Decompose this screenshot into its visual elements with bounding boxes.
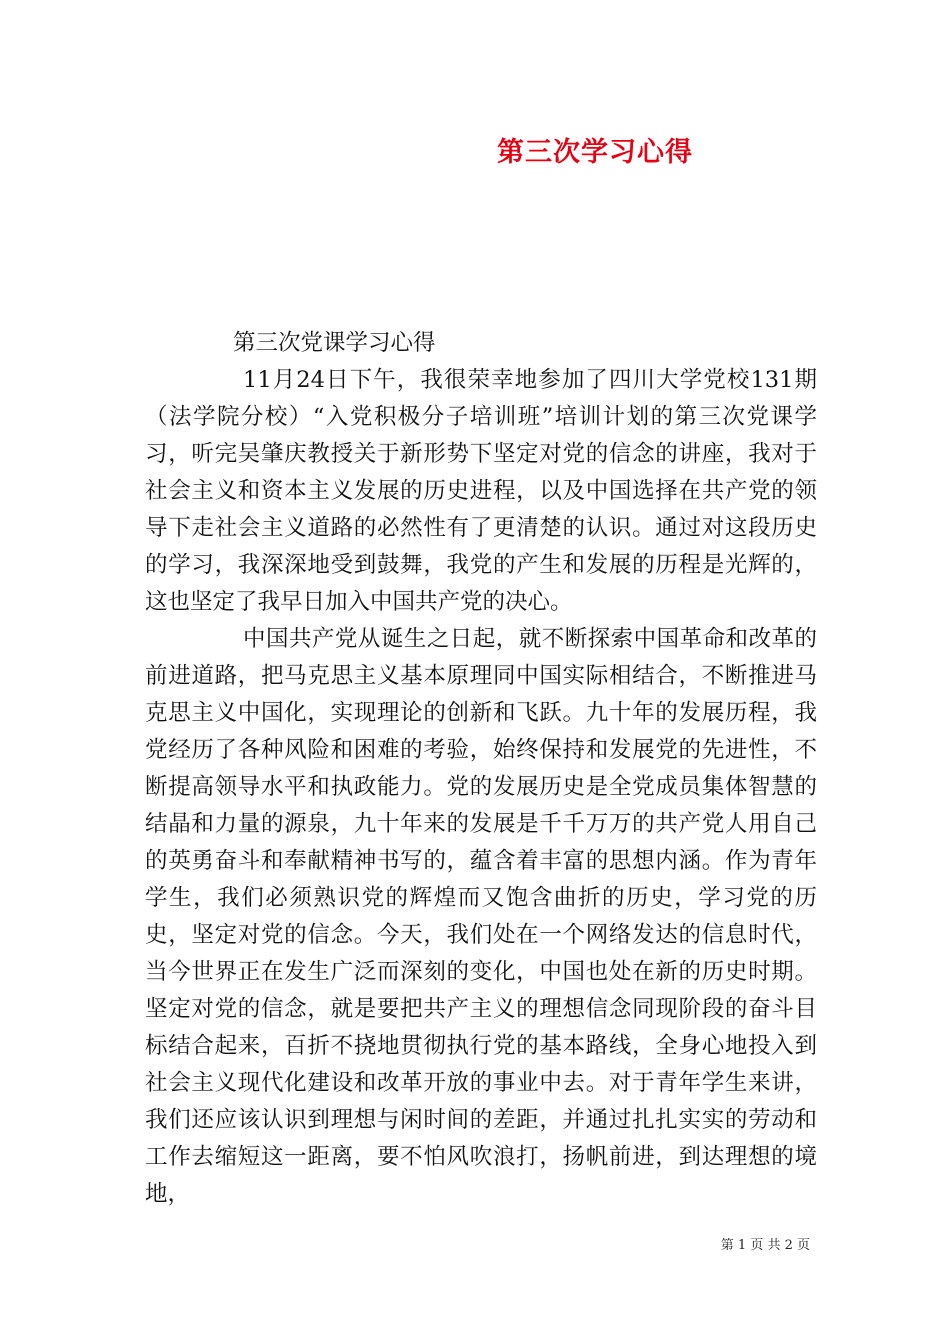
document-subtitle: 第三次党课学习心得 bbox=[233, 330, 436, 356]
document-body bbox=[145, 325, 817, 1213]
document-title: 第三次学习心得 bbox=[497, 137, 693, 168]
paragraph-1: 11月24日下午，我很荣幸地参加了四川大学党校131期（法学院分校）“入党积极分子培训班”培训计划的第三次党课学习，听完吴肇庆教授关于新形势下坚定对党的信念的讲座，我对于社会主义和资本主义发展的历史进程，以及中国选择在共产党的领导下走社会主义道路的必然性有了更清楚的认识。通过对这段历史的学习，我深深地受到鼓舞，我党的产生和发展的历程是光辉的，这也坚定了我早日加入中国共产党的决心。 bbox=[145, 367, 817, 615]
paragraph-2: 中国共产党从诞生之日起，就不断探索中国革命和改革的前进道路，把马克思主义基本原理同中国实际相结合，不断推进马克思主义中国化，实现理论的创新和飞跃。九十年的发展历程，我党经历了各种风险和困难的考验，始终保持和发展党的先进性，不断提高领导水平和执政能力。党的发展历史是全党成员集体智慧的结晶和力量的源泉，九十年来的发展是千千万万的共产党人用自己的英勇奋斗和奉献精神书写的，蕴含着丰富的思想内涵。作为青年学生，我们必须熟识党的辉煌而又饱含曲折的历史，学习党的历史，坚定对党的信念。今天，我们处在一个网络发达的信息时代，当今世界正在发生广泛而深刻的变化，中国也处在新的历史时期。坚定对党的信念，就是要把共产主义的理想信念同现阶段的奋斗目标结合起来，百折不挠地贯彻执行党的基本路线，全身心地投入到社会主义现代化建设和改革开放的事业中去。对于青年学生来讲，我们还应该认识到理想与闲时间的差距，并通过扎扎实实的劳动和工作去缩短这一距离，要不怕风吹浪打，扬帆前进，到达理想的境地， bbox=[145, 626, 817, 1207]
page-number-footer: 第 1 页 共 2 页 bbox=[720, 1238, 810, 1253]
